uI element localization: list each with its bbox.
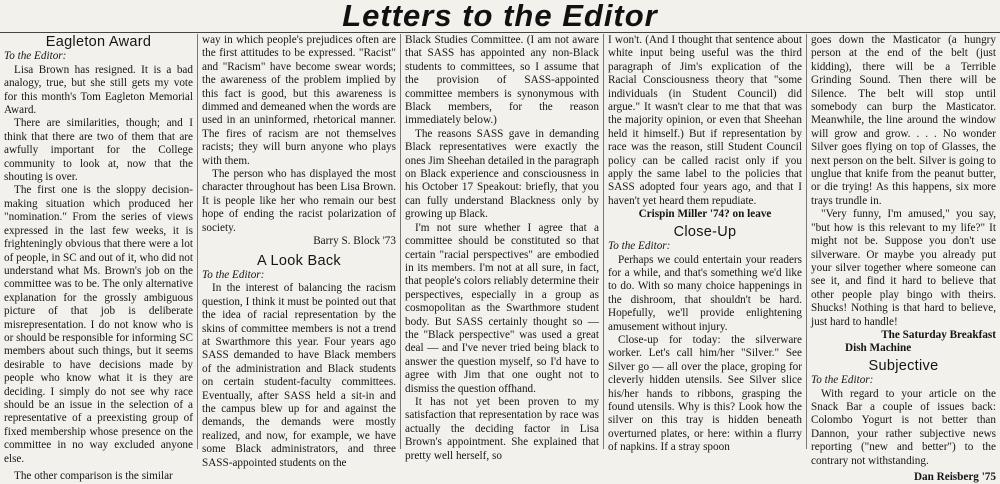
salutation: To the Editor:: [202, 268, 265, 281]
columns: [0, 34, 1000, 483]
paragraph: Perhaps we could entertain your readers for a while, and that's something we'd like to do. With so many choice happenings in the dishroom, that shouldn't be hard. Hopefully, we'll provide enlightening amusement without injury.: [608, 253, 802, 333]
signature: Dan Reisberg '75: [913, 471, 996, 483]
letter-headline-subjective: Subjective: [868, 357, 939, 374]
salutation: To the Editor:: [811, 374, 874, 387]
column-5: [807, 34, 1000, 483]
signature: Barry S. Block '73: [313, 235, 396, 248]
paragraph: "Very funny, I'm amused," you say, "but how is this relevant to my life?" It might not be. Suppose you don't use silverware. Or maybe you already put your silver together where someone can see it, and find it hard to believe that other people play bingo with theirs. Shucks! Nothing is that hard to believe, just hard to handle!: [811, 208, 996, 328]
paragraph: Black Studies Committee. (I am not aware that SASS has appointed any non-Black students to committees, so I assume that the provision of SASS-appointed committee members is synonymous with Black members, for the reason immediately below.): [405, 34, 599, 127]
signature: Dish Machine: [845, 342, 912, 355]
letter-headline-close-up: Close-Up: [673, 223, 737, 240]
paragraph: In the interest of balancing the racism question, I think it must be pointed out that the idea of racial representation by the skins of committee members is not a trend at Swarthmore this year. Four years ago SASS demanded to have Black members of the administration and Black students on certain student-faculty committees. Eventually, after SASS held a sit-in and the campus blew up for and against the demands, the demands were mostly realized, and now, for example, we have some Black administrators, and three SASS-appointed students on the: [202, 282, 396, 469]
salutation: To the Editor:: [608, 240, 671, 253]
letter-headline-eagleton: Eagleton Award: [45, 34, 152, 50]
paragraph: Close-up for today: the silverware worker. Let's call him/her "Silver." See Silver go — all over the place, groping for cleverly hidden utensils. See Silver slice his/her hands to ribbons, grasping the found utensils. Why is this? Look how the silver on this tray is hidden beneath overturned plates, or here: within a flurry of napkins. If a stray spoon: [608, 333, 802, 454]
paragraph: I'm not sure whether I agree that a committee should be constituted so that certain "racial perspectives" are embodied in its members. I'm not at all sure, in fact, that people's colors reliably determine their perspectives, especially in a group as cosmopolitan as the Swarthmore student body. But SASS certainly thought so — the "Black perspective" was used a great deal — and I've never tried being black to answer the question myself, so I'd have to agree with Jim that one ought not to dismiss the question offhand.: [405, 221, 599, 395]
paragraph: I won't. (And I thought that sentence about white input being useful was the third paragraph of Jim's explication of the Racial Consciousness theory that "some individuals (in Student Council) did argue." It wasn't clear to me that that was the majority opinion, or even that Sheehan held it himself.) But if representation by race was the reason, still Student Council policy can be called racist only if you apply the same label to the policies that SASS adopted four years ago, and that I haven't yet heard them repudiate.: [608, 34, 802, 207]
salutation: To the Editor:: [4, 50, 67, 63]
paragraph: The first one is the sloppy decision-making situation which produced her "nomination." From the series of views expressed in the last few weeks, it is frighteningly obvious that there were a lot of people, in SC and out of it, who did not understand what Ms. Brown's job on the committee was to be. The only alternative explanation for the grossly ambiguous picture of that job is deliberate misrepresentation. I do not know who is or should be responsible for informing SC members about such things, but it seems desirable to have decisions made by people who know what it is they are deciding. I simply do not see why race should be an issue in the selection of a representative of a preexisting group of fixed membership whose presence on the committee in no way excluded anyone else.: [4, 184, 193, 465]
paragraph: way in which people's prejudices often are the first attitudes to be expressed. "Racist" and "Racism" have become swear words; the awareness of the problem implied by this fact is good, but this awareness is dimmed and demeaned when the words are used in an uninformed, rhetorical manner. The fires of racism are not themselves racists; they will burn anyone who plays with them.: [202, 34, 396, 167]
signature: Crispin Miller '74? on leave: [638, 208, 772, 221]
paragraph: With regard to your article on the Snack Bar a couple of issues back: Colombo Yogurt is not better than Dannon, your rather subjective news reporting ("new and better") to the contrary not withstanding.: [811, 387, 996, 467]
paragraph: The other comparison is the similar: [14, 470, 173, 482]
column-2: [198, 34, 401, 469]
paragraph: Lisa Brown has resigned. It is a bad analogy, true, but she still gets my vote for this month's Tom Eagleton Memorial Award.: [4, 63, 193, 117]
letter-headline-a-look-back: A Look Back: [257, 252, 341, 269]
paragraph: It has not yet been proven to my satisfaction that representation by race was actually the deciding factor in Lisa Brown's appointment. She explained that pretty well herself, so: [405, 395, 599, 462]
paragraph: There are similarities, though; and I think that there are two of them that are awfully important for the College community to look at, now that the shouting is over.: [4, 117, 193, 184]
paragraph: The person who has displayed the most character throughout has been Lisa Brown. It is people like her who remain our best hope of ending the racist polarization of society.: [202, 168, 396, 234]
column-4: [604, 34, 807, 454]
paragraph: goes down the Masticator (a hungry person at the end of the belt (just kidding), there will be a Terrible Grinding Sound. Then there will be Silence. The belt will stop until somebody can burp the Masticator. Meanwhile, the line around the window will grow and grow. . . . No wonder Silver goes flying on top of Glasses, the next person on the belt. Silver is going to unglue that knife from the peanut butter, or die trying! As this happens, six more trays trundle in.: [811, 34, 996, 207]
masthead: [0, 0, 1000, 33]
masthead-title: Letters to the Editor: [342, 0, 658, 33]
column-3: [401, 34, 604, 462]
signature: The Saturday Breakfast: [881, 328, 996, 341]
column-1: [0, 34, 198, 482]
paragraph: The reasons SASS gave in demanding Black representatives were exactly the ones Jim Sheehan detailed in the paragraph on Black experience and consciousness in his October 17 Speakout: briefly, that you can fully understand Blackness only by growing up Black.: [405, 127, 599, 221]
